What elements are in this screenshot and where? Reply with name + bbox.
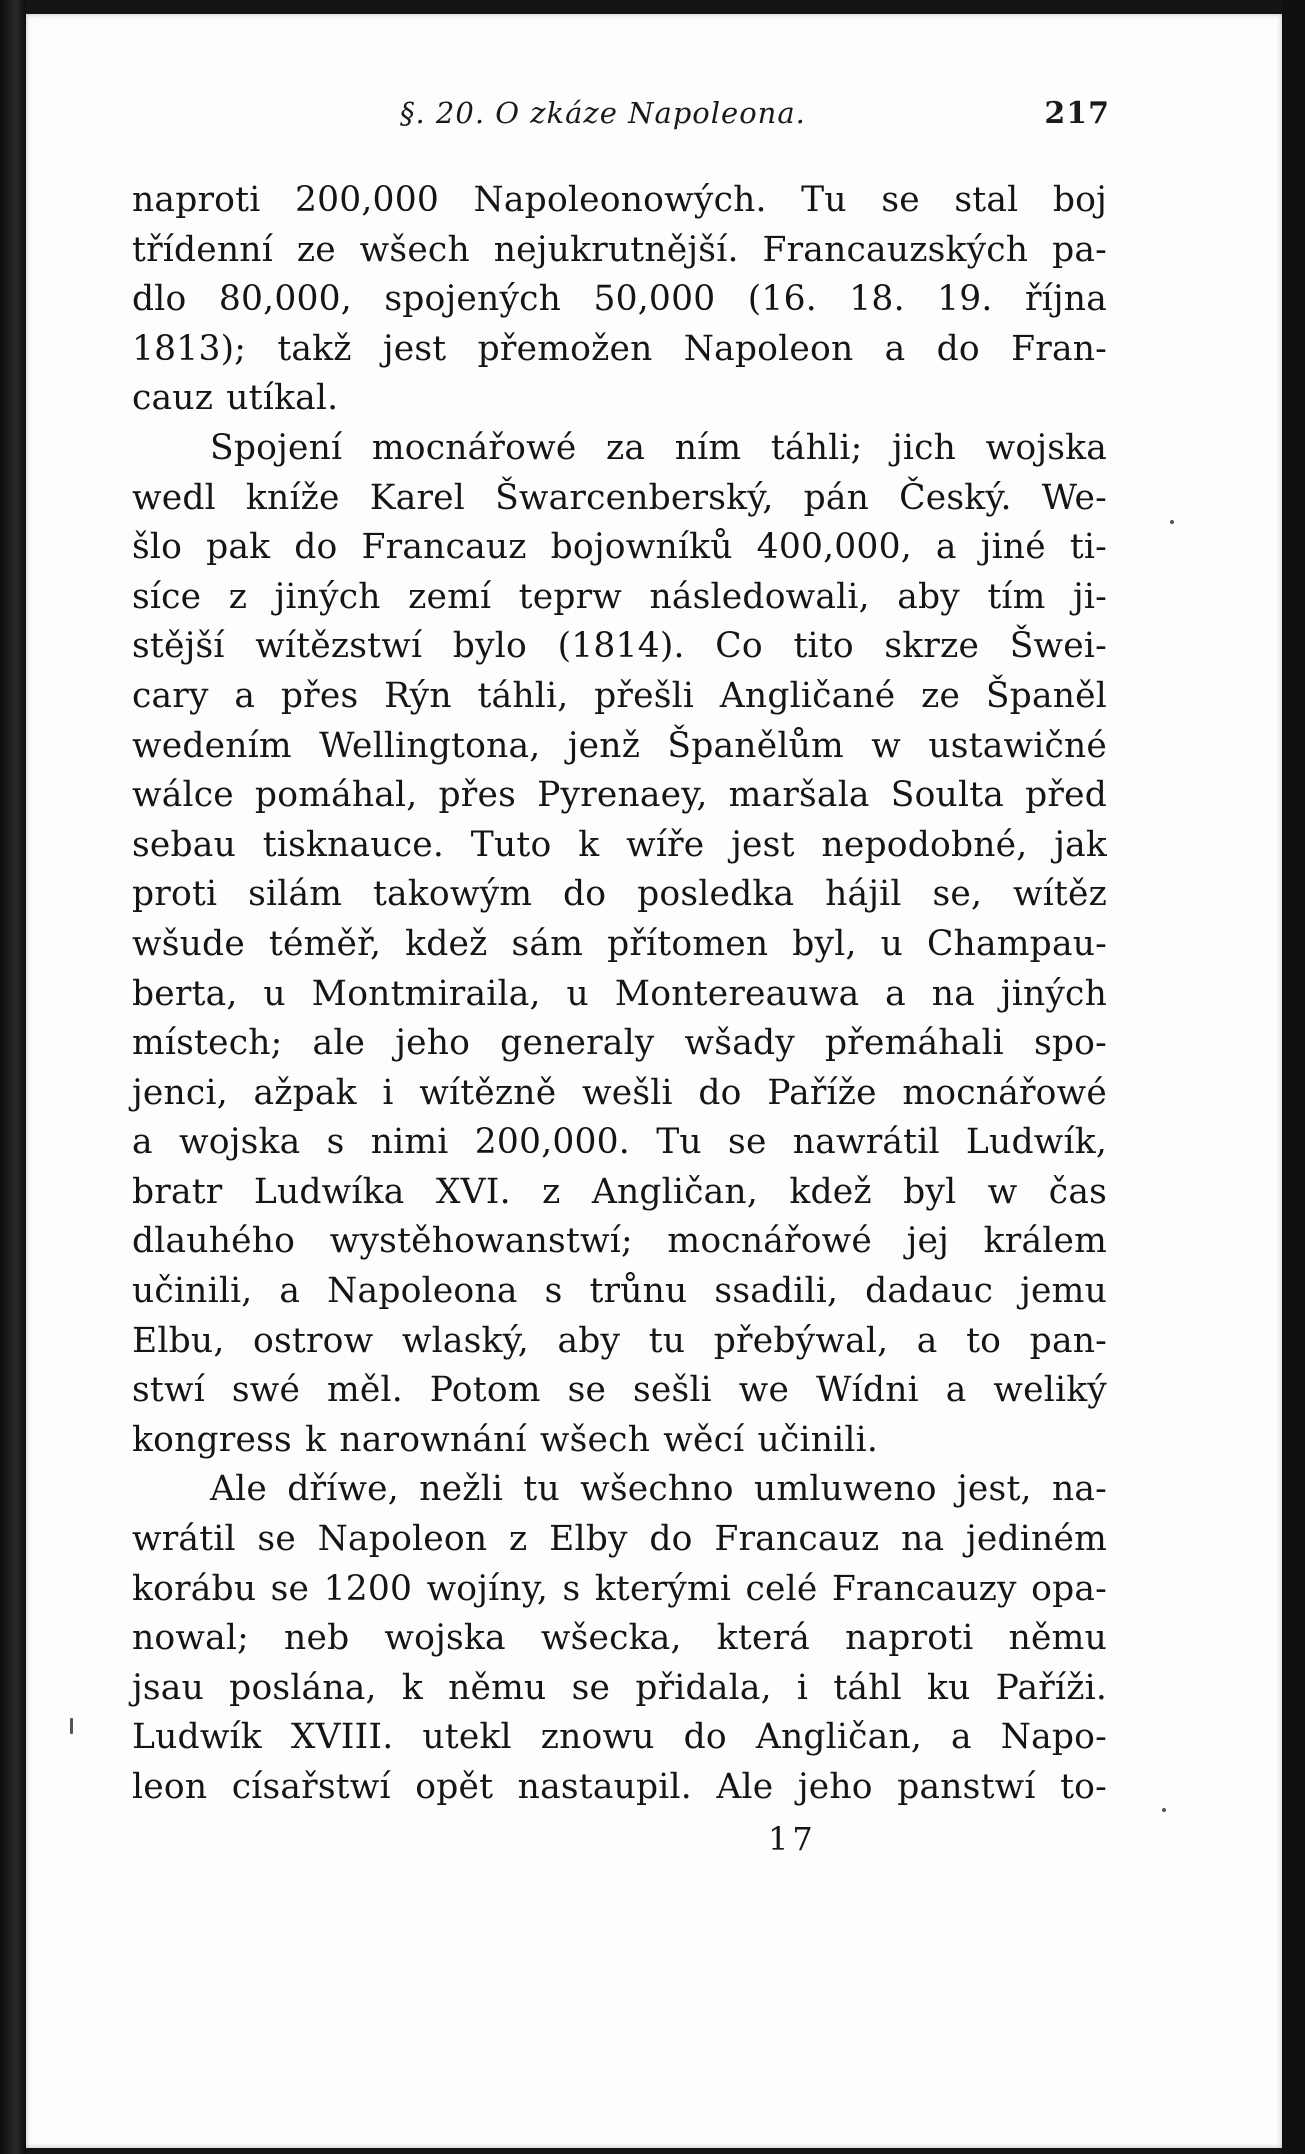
text-line: místech; ale jeho generaly wšady přemáhali spo- [132, 1023, 1107, 1064]
text-line: korábu se 1200 wojíny, s kterými celé Francauzy opa- [132, 1568, 1107, 1609]
text-line: wálce pomáhal, přes Pyrenaey, maršala Soulta před [132, 775, 1107, 816]
text-line: dlauhého wystěhowanstwí; mocnářowé jej králem [132, 1221, 1107, 1262]
page-number: 217 [1044, 96, 1110, 131]
text-line: šlo pak do Francauz bojowníků 400,000, a jiné ti- [132, 527, 1107, 568]
body-text [132, 176, 1107, 1813]
text-line: kongress k narownání wšech wěcí učinili. [132, 1419, 879, 1460]
text-line: stější wítězstwí bylo (1814). Co tito skrze Šwei- [132, 626, 1107, 667]
text-line: třídenní ze wšech nejukrutnější. Francauzských pa- [132, 229, 1107, 270]
text-line: síce z jiných zemí teprw následowali, aby tím ji- [132, 576, 1107, 617]
text-line: učinili, a Napoleona s trůnu ssadili, dadauc jemu [132, 1271, 1107, 1312]
book-spine-shadow [0, 0, 26, 2154]
text-line: jsau poslána, k němu se přidala, i táhl ku Paříži. [132, 1667, 1107, 1708]
text-line: bratr Ludwíka XVI. z Angličan, kdež byl w čas [132, 1171, 1107, 1212]
text-line: Spojení mocnářowé za ním táhli; jich wojska [210, 427, 1107, 468]
text-line: wrátil se Napoleon z Elby do Francauz na jediném [132, 1519, 1107, 1560]
text-line: berta, u Montmiraila, u Montereauwa a na jiných [132, 973, 1107, 1014]
text-line: Elbu, ostrow wlaský, aby tu přebýwal, a to pan- [132, 1320, 1107, 1361]
text-line: wedl kníže Karel Šwarcenberský, pán Český. We- [132, 477, 1107, 518]
margin-speck [1162, 1808, 1166, 1812]
text-line: naproti 200,000 Napoleonowých. Tu se stal boj [132, 180, 1107, 220]
text-line: leon císařstwí opět nastaupil. Ale jeho panstwí to- [132, 1767, 1107, 1807]
text-line: wedením Wellingtona, jenž Španělům w ustawičné [132, 725, 1107, 766]
text-line: cauz utíkal. [132, 378, 339, 419]
page-header [110, 96, 1110, 140]
text-line: nowal; neb wojska wšecka, která naproti němu [132, 1618, 1107, 1659]
signature-mark: 17 [768, 1820, 817, 1858]
text-line: cary a přes Rýn táhli, přešli Angličané ze Španěl [132, 675, 1107, 716]
text-line: 1813); takž jest přemožen Napoleon a do Fran- [132, 328, 1107, 369]
margin-speck [1170, 520, 1174, 524]
text-line: wšude téměř, kdež sám přítomen byl, u Champau- [132, 923, 1107, 964]
right-page-edge [1282, 0, 1305, 2154]
text-line: Ludwík XVIII. utekl znowu do Angličan, a Napo- [132, 1717, 1107, 1758]
text-line: proti silám takowým do posledka hájil se, wítěz [132, 874, 1107, 915]
text-line: a wojska s nimi 200,000. Tu se nawrátil Ludwík, [132, 1122, 1107, 1163]
running-head: §. 20. O zkáze Napoleona. [400, 96, 806, 130]
text-line: Ale dříwe, nežli tu wšechno umluweno jest, na- [210, 1469, 1107, 1510]
text-line: jenci, ažpak i wítězně wešli do Paříže mocnářowé [132, 1072, 1107, 1113]
text-line: dlo 80,000, spojených 50,000 (16. 18. 19. října [132, 279, 1107, 320]
text-line: sebau tisknauce. Tuto k wíře jest nepodobné, jak [132, 824, 1107, 865]
margin-speck [70, 1718, 73, 1734]
text-line: stwí swé měl. Potom se sešli we Wídni a weliký [132, 1370, 1107, 1411]
